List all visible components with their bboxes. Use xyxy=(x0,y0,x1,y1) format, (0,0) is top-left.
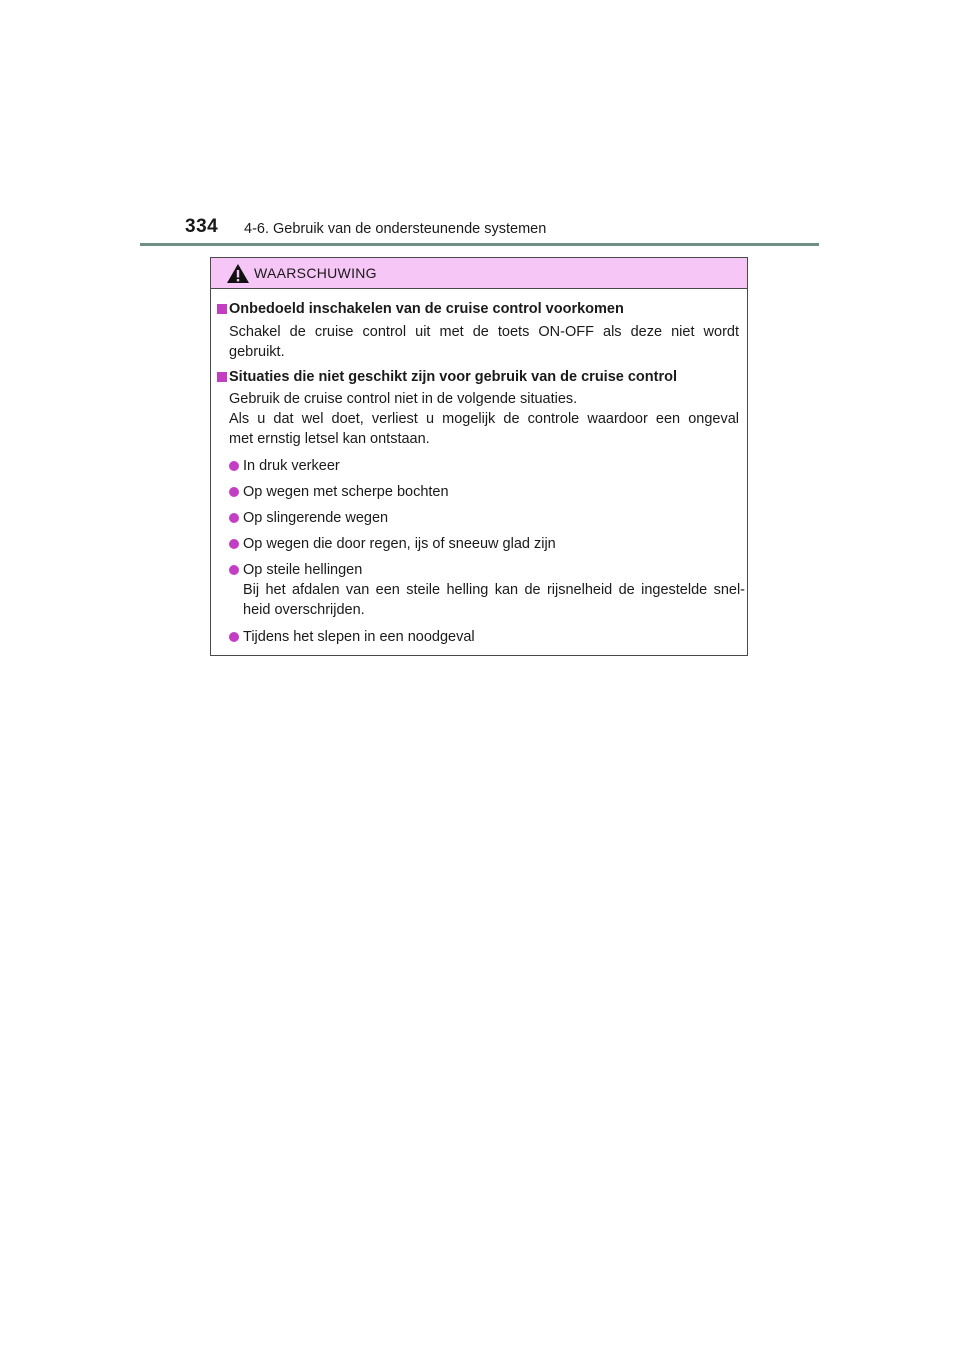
warning-title: WAARSCHUWING xyxy=(254,265,377,281)
bullet-dot-icon xyxy=(229,565,239,575)
bullet-item: In druk verkeer xyxy=(243,458,340,474)
bullet-dot-icon xyxy=(229,539,239,549)
bullet-item: Op wegen met scherpe bochten xyxy=(243,484,449,500)
warning-box xyxy=(210,257,748,656)
bullet-item: Op steile hellingen xyxy=(243,562,363,578)
bullet-dot-icon xyxy=(229,513,239,523)
header-rule xyxy=(140,243,819,246)
warning-triangle-icon xyxy=(226,263,250,284)
bullet-item: Tijdens het slepen in een noodgeval xyxy=(243,629,475,645)
page-header xyxy=(185,216,825,246)
bullet-dot-icon xyxy=(229,461,239,471)
section-text-line: met ernstig letsel kan ontstaan. xyxy=(229,431,430,447)
bullet-dot-icon xyxy=(229,487,239,497)
section-text-line: gebruikt. xyxy=(229,344,285,360)
section-text-line: Als u dat wel doet, verliest u mogelijk de controle waardoor een ongeval xyxy=(229,411,739,427)
section-title: 4-6. Gebruik van de ondersteunende systemen xyxy=(244,221,547,237)
bullet-item-continuation: Bij het afdalen van een steile helling kan de rijsnelheid de ingestelde snel- xyxy=(243,582,745,598)
bullet-item-continuation: heid overschrijden. xyxy=(243,602,365,618)
page-number: 334 xyxy=(185,216,219,237)
section-text-line: Schakel de cruise control uit met de toets ON-OFF als deze niet wordt xyxy=(229,324,739,340)
section-heading: Situaties die niet geschikt zijn voor gebruik van de cruise control xyxy=(229,369,677,385)
section-heading: Onbedoeld inschakelen van de cruise control voorkomen xyxy=(229,301,624,317)
bullet-dot-icon xyxy=(229,632,239,642)
section-text-line: Gebruik de cruise control niet in de volgende situaties. xyxy=(229,391,578,407)
bullet-item: Op slingerende wegen xyxy=(243,510,389,526)
square-bullet-icon xyxy=(217,372,227,382)
bullet-item: Op wegen die door regen, ijs of sneeuw glad zijn xyxy=(243,536,556,552)
square-bullet-icon xyxy=(217,304,227,314)
warning-header xyxy=(211,258,747,289)
